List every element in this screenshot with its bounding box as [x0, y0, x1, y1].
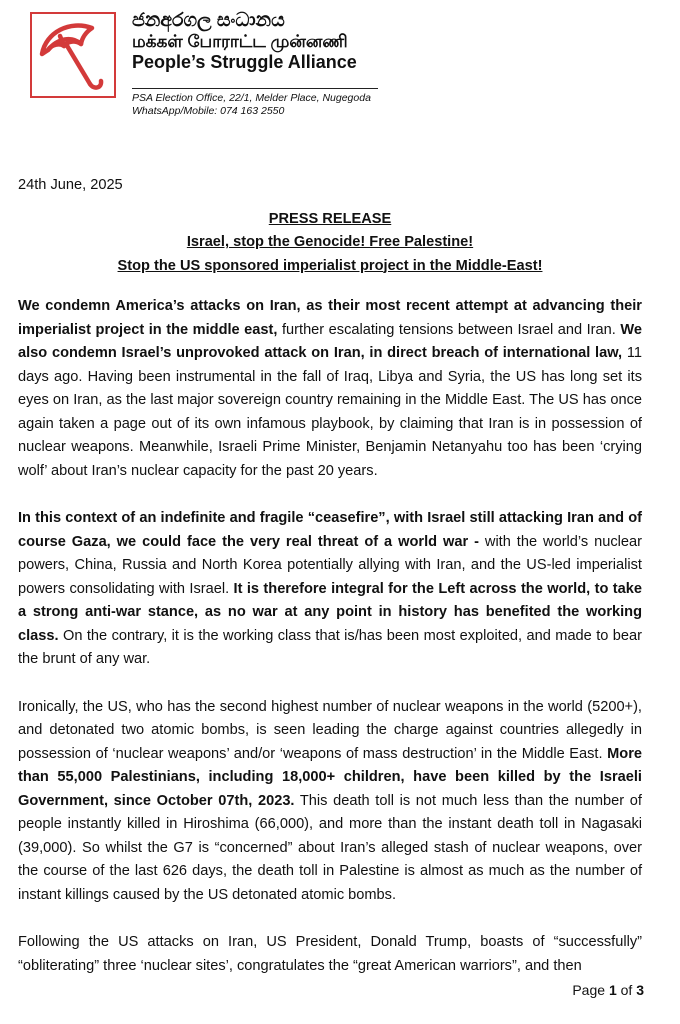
page-word: Page [572, 982, 606, 998]
headline-line-2: Stop the US sponsored imperialist project in the Middle-East! [117, 257, 543, 274]
document-body [18, 174, 642, 1002]
page-footer [572, 982, 644, 998]
p4-text-1: Following the US attacks on Iran, US President, Donald Trump, boasts of “successfully” “obliterating” three ‘nuclear sites’, congratulates the “great American warriors”, and then [18, 934, 642, 974]
p2-text-2: On the contrary, it is the working class that is/has been most exploited, and made to bear the brunt of any war. [18, 627, 642, 667]
page-number: 1 [608, 982, 617, 998]
org-name-english: People’s Struggle Alliance [132, 52, 357, 72]
paragraph-4 [18, 931, 642, 978]
of-word: of [620, 982, 633, 998]
red-umbrella-logo-icon [32, 14, 114, 96]
logo [30, 12, 116, 98]
p3-bold-1: More than 55,000 Palestinians, including 18,000+ children, have been killed by the Israeli Government, since October 07th, 2023. [18, 745, 642, 809]
page-total: 3 [636, 982, 644, 998]
p3-text-2: This death toll is not much less than the number of people instantly killed in Hiroshima (66,000), and more than the instant death toll in Nagasaki (39,000). So whilst the G7 is “concerned” about Iran’s alleged stash of nuclear weapons, over the course of the last 626 days, the death toll in Palestine is almost as much as the number of instant killings caused by the US detonated atomic bombs. [18, 792, 642, 903]
letterhead [18, 10, 378, 117]
p2-bold-2: It is therefore integral for the Left across the world, to take a strong anti-war stance, as no war at any point in history has benefited the working class. [18, 580, 642, 644]
press-release-label: PRESS RELEASE [268, 210, 392, 227]
contact-line: WhatsApp/Mobile: 074 163 2550 [132, 105, 285, 117]
org-names [132, 10, 357, 73]
date: 24th June, 2025 [18, 177, 123, 193]
p1-text-1: further escalating tensions between Israel and Iran. [277, 321, 621, 338]
p2-text-1: with the world’s nuclear powers, China, Russia and North Korea potentially allying with Iran, and the US-led imperialist powers consolidating with Israel. [18, 533, 642, 597]
paragraph-1 [18, 295, 642, 483]
paragraph-3 [18, 696, 642, 908]
p2-bold-1: In this context of an indefinite and fragile “ceasefire”, with Israel still attacking Iran and of course Gaza, we could face the very real threat of a world war - [18, 510, 642, 550]
org-name-sinhala: ජනඅරගල සංධානය [132, 10, 285, 31]
address [132, 92, 371, 118]
letterhead-rule [132, 88, 378, 89]
paragraph-2 [18, 507, 642, 672]
p1-text-2: 11 days ago. Having been instrumental in the fall of Iraq, Libya and Syria, the US has long set its eyes on Iran, as the last major sovereign country remaining in the Middle East. The US has once again taken a page out of its own infamous playbook, by claiming that Iran is in possession of nuclear weapons. Meanwhile, Israeli Prime Minister, Benjamin Netanyahu too has been ‘crying wolf’ about Iran’s nuclear capacity for the past 20 years. [18, 345, 642, 479]
headline-line-1: Israel, stop the Genocide! Free Palestine! [186, 234, 474, 250]
p1-bold-2: We also condemn Israel’s unprovoked attack on Iran, in direct breach of international law, [18, 321, 642, 361]
p3-text-1: Ironically, the US, who has the second highest number of nuclear weapons in the world (5200+), and detonated two atomic bombs, is seen leading the charge against countries allegedly in possession of ‘nuclear weapons’ and/or ‘weapons of mass destruction’ in the Middle East. [18, 698, 642, 762]
org-name-tamil: மக்கள் போராட்ட முன்னணி [132, 32, 348, 51]
address-line: PSA Election Office, 22/1, Melder Place, Nugegoda [132, 92, 371, 104]
p1-bold-1: We condemn America’s attacks on Iran, as their most recent attempt at advancing their imperialist project in the middle east, [18, 298, 642, 338]
